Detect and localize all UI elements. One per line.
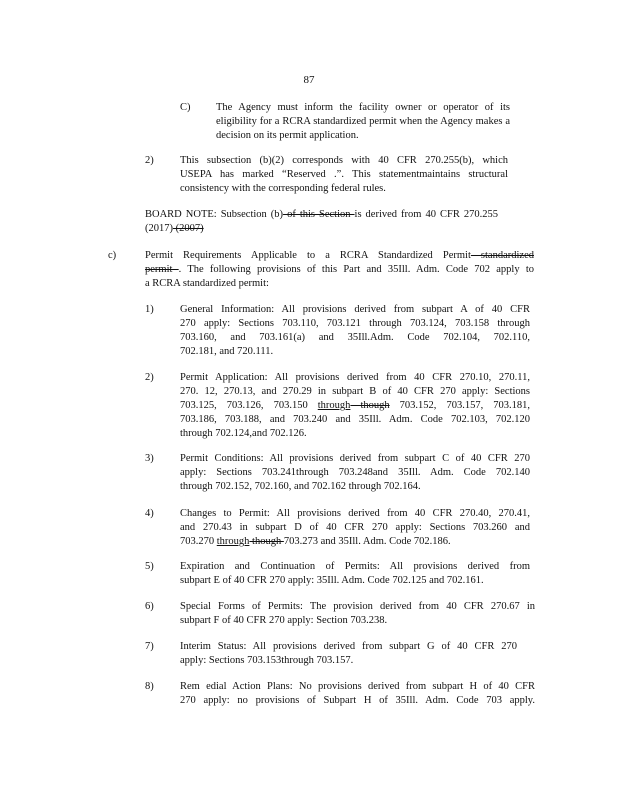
item-c2-text [180,371,530,441]
item-c6-text [180,600,535,628]
text-line: 703.186, 703.188, and 703.240 and 35Ill. Adm. Code 702.103, 702.120 [180,414,530,425]
item-c8-text [180,680,535,708]
text-line [180,399,530,413]
text-line: and 270.43 in subpart D of 40 CFR 270 apply: Sections 703.260 and [180,522,530,533]
item-label-c: c) [108,250,117,261]
text-line: General Information: All provisions derived from subpart A of 40 CFR [180,304,530,315]
text-line: consistency with the corresponding federal rules. [180,183,386,194]
text-line: 703.160, and 703.161(a) and 35Ill.Adm. Code 702.104, 702.110, [180,332,530,343]
deleted-text: (2007) [173,223,204,234]
text-line [145,222,498,236]
item-c4-text [180,507,530,549]
item-label-c4: 4) [145,508,154,519]
deleted-text: though [249,536,284,547]
text-line [145,208,498,222]
inserted-text: through [216,536,250,547]
text-line: 702.181, and 720.111. [180,346,274,357]
item-label-c1: 1) [145,304,154,315]
text-line: Changes to Permit: All provisions derived from 40 CFR 270.40, 270.41, [180,508,530,519]
text-line: Permit Application: All provisions derived from 40 CFR 270.10, 270.11, [180,372,530,383]
c2-text: 703.152, 703.157, 703.181, [389,400,531,411]
text-line: a RCRA standardized permit: [145,278,269,289]
item-C-agency-text: The Agency must inform the facility owner or operator of its eligibility for a RCRA standardized permit when the Agency makes a decision on its permit application. [216,102,510,141]
item-label-c8: 8) [145,681,154,692]
text-line [145,249,534,263]
c4-text: 703.273 and 35Ill. Adm. Code 702.186. [283,536,451,547]
item-label-C: C) [180,102,191,113]
deleted-text: of this Section [283,209,355,220]
item-label-c7: 7) [145,641,154,652]
text-line: apply: Sections 703.153through 703.157. [180,655,354,666]
board-note-year: (2017) [145,223,173,234]
text-line: Permit Conditions: All provisions derived from subpart C of 40 CFR 270 [180,453,530,464]
item-label-c2: 2) [145,372,154,383]
text-line: 270 apply: no provisions of Subpart H of 35Ill. Adm. Code 703 apply. [180,695,535,706]
item-c5-text [180,560,530,588]
text-line: subpart F of 40 CFR 270 apply: Section 703.238. [180,615,388,626]
text-line: 270 apply: Sections 703.110, 703.121 through 703.124, 703.158 through [180,318,530,329]
text-line: subpart E of 40 CFR 270 apply: 35Ill. Adm. Code 702.125 and 702.161. [180,575,484,586]
text-line: This subsection (b)(2) corresponds with 40 CFR 270.255(b), which [180,155,508,166]
board-note-text: is derived from 40 CFR 270.255 [354,209,498,220]
text-line [145,263,534,277]
item-label-b2: 2) [145,155,154,166]
text-line: through 702.152, 702.160, and 702.162 through 702.164. [180,481,421,492]
c4-text: 703.270 [180,536,217,547]
c-heading-text: Permit Requirements Applicable to a RCRA Standardized Permit [145,250,471,261]
text-line: Interim Status: All provisions derived from subpart G of 40 CFR 270 [180,641,517,652]
item-label-c3: 3) [145,453,154,464]
item-label-c5: 5) [145,561,154,572]
deleted-text: permit [145,264,179,275]
text-line: USEPA has marked “Reserved .”. This statementmaintains structural [180,169,508,180]
board-note-prefix: BOARD NOTE: Subsection (b) [145,209,284,220]
text-line: Expiration and Continuation of Permits: All provisions derived from [180,561,530,572]
text-line [180,535,530,549]
page-number: 87 [303,74,315,86]
c-body-text: . The following provisions of this Part and 35Ill. Adm. Code 702 apply to [178,264,534,275]
item-c3-text [180,452,530,494]
item-c7-text [180,640,517,668]
c2-text: 703.125, 703.126, 703.150 [180,400,318,411]
item-c1-text [180,303,530,359]
deleted-text: though [350,400,390,411]
deleted-text: standardized [470,250,534,261]
inserted-text: through [317,400,351,411]
text-line: through 702.124,and 702.126. [180,428,307,439]
item-c-text [145,249,534,291]
text-line: Special Forms of Permits: The provision derived from 40 CFR 270.67 in [180,601,535,612]
text-line: Rem edial Action Plans: No provisions derived from subpart H of 40 CFR [180,681,535,692]
item-label-c6: 6) [145,601,154,612]
text-line: apply: Sections 703.241through 703.248and 35Ill. Adm. Code 702.140 [180,467,530,478]
board-note [145,208,498,236]
item-b2-text [180,154,508,196]
text-line: 270. 12, 270.13, and 270.29 in subpart B of 40 CFR 270 apply: Sections [180,386,530,397]
